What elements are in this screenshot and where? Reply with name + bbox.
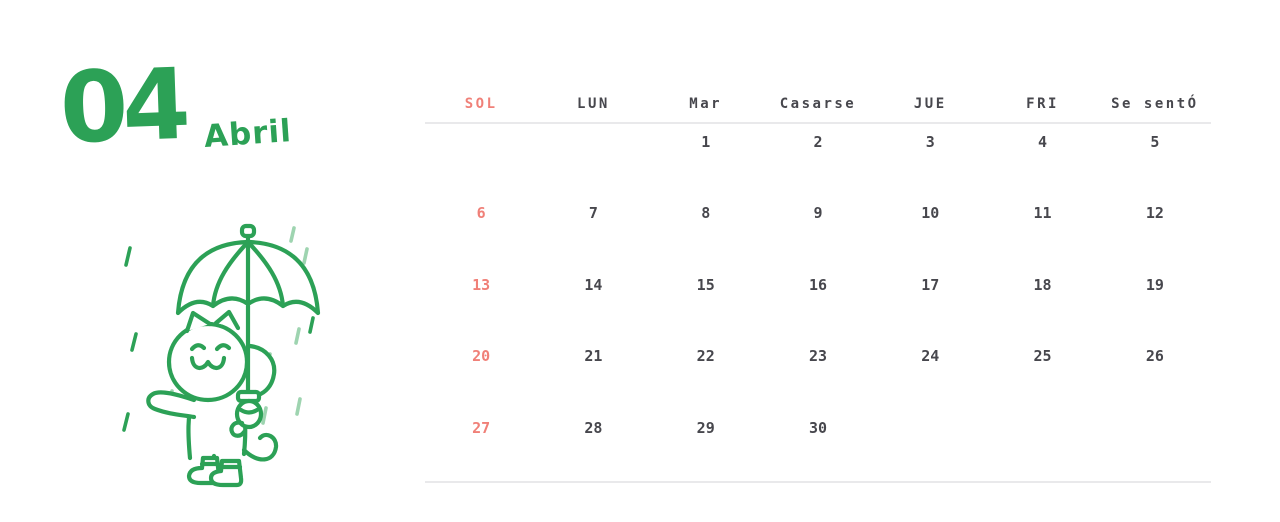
- date-cell: 21: [584, 347, 603, 366]
- weekday-header-mar: Mar: [689, 95, 723, 112]
- weekday-header-jue: JUE: [913, 95, 947, 112]
- month-number: 04: [58, 47, 187, 167]
- date-cell: 19: [1145, 275, 1164, 294]
- date-cell: 17: [921, 275, 940, 294]
- date-cell: 28: [584, 418, 603, 437]
- date-cell: 13: [472, 275, 491, 294]
- date-cell: 11: [1033, 204, 1052, 223]
- month-name: Abril: [202, 112, 293, 156]
- date-cell: 5: [1150, 133, 1160, 151]
- date-cell: 30: [808, 418, 828, 437]
- dates-grid: [425, 124, 1211, 483]
- date-cell: 18: [1033, 275, 1052, 294]
- weekday-header-row: [425, 85, 1211, 124]
- weekday-header-vie: FRI: [1026, 95, 1059, 112]
- weekday-header-sab: Se sentÓ: [1111, 95, 1199, 112]
- date-cell: 24: [921, 347, 940, 366]
- date-cell: 14: [584, 275, 603, 294]
- date-cell: 1: [701, 133, 711, 151]
- date-cell: 7: [588, 204, 598, 223]
- calendar: [425, 85, 1211, 483]
- date-cell: [874, 410, 986, 481]
- date-cell: 29: [696, 418, 715, 437]
- date-cell: 23: [808, 347, 828, 366]
- date-cell: [537, 124, 649, 195]
- date-cell: 26: [1145, 347, 1164, 366]
- date-cell: 12: [1145, 204, 1164, 223]
- date-cell: 6: [476, 204, 486, 223]
- date-cell: 3: [925, 133, 935, 151]
- date-cell: 16: [808, 275, 828, 294]
- date-cell: 27: [472, 418, 491, 437]
- date-cell: [986, 410, 1098, 481]
- date-cell: 22: [696, 347, 715, 366]
- weekday-header-sol: SOL: [464, 95, 498, 112]
- weekday-header-lun: LUN: [577, 95, 610, 112]
- cat-icon: [148, 312, 276, 485]
- date-cell: 20: [472, 347, 491, 366]
- date-cell: 15: [696, 275, 715, 294]
- date-cell: 10: [921, 204, 940, 223]
- date-cell: 4: [1038, 133, 1048, 151]
- date-cell: 2: [813, 133, 823, 151]
- date-cell: 25: [1033, 347, 1052, 366]
- date-cell: 9: [813, 204, 823, 223]
- cat-with-umbrella-illustration: [108, 218, 343, 493]
- date-cell: [425, 124, 537, 195]
- date-cell: [1099, 410, 1211, 481]
- date-cell: 8: [701, 204, 711, 223]
- weekday-header-mie: Casarse: [779, 95, 857, 112]
